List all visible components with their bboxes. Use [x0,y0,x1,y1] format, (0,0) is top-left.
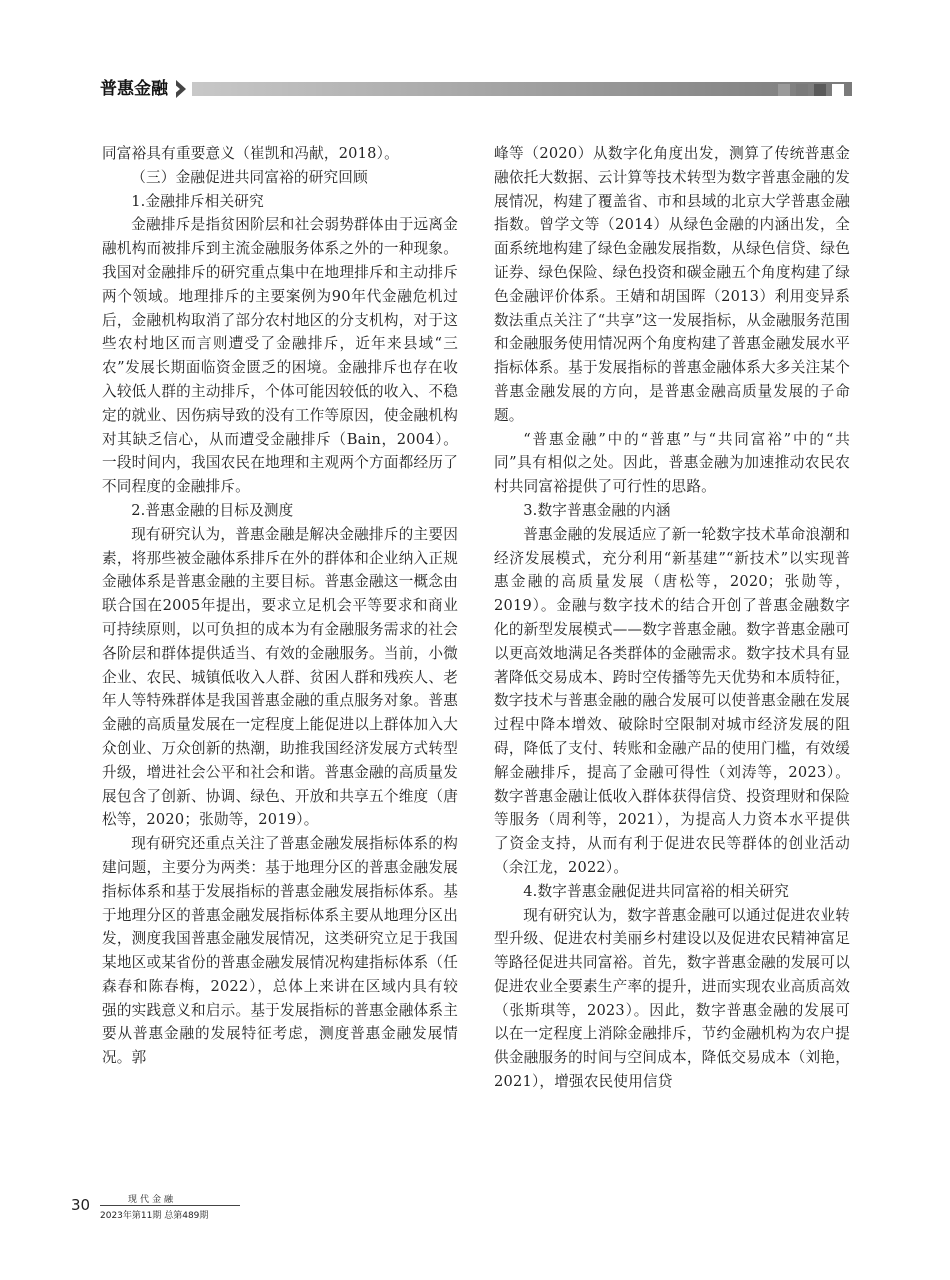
paragraph: 金融排斥是指贫困阶层和社会弱势群体由于远离金融机构而被排斥到主流金融服务体系之外的一种现象。我国对金融排斥的研究重点集中在地理排斥和主动排斥两个领域。地理排斥的主要案例为90年代金融危机过后，金融机构取消了部分农村地区的分支机构，对于这些农村地区而言则遭受了金融排斥，近年来县域“三农”发展长期面临资金匮乏的困境。金融排斥也存在收入较低人群的主动排斥，个体可能因较低的收入、不稳定的就业、因伤病导致的没有工作等原因，使金融机构对其缺乏信心，从而遭受金融排斥（Bain，2004）。一段时间内，我国农民在地理和主观两个方面都经历了不同程度的金融排斥。 [102,216,458,496]
header-square [814,84,826,96]
left-column [102,142,458,1070]
journal-name: 现代金融 [128,1195,177,1205]
section-heading: （三）金融促进共同富裕的研究回顾 [131,168,368,186]
paragraph: “普惠金融”中的“普惠”与“共同富裕”中的“共同”具有相似之处。因此，普惠金融为加速推动农民农村共同富裕提供了可行性的思路。 [494,430,850,496]
footer-divider [100,1205,240,1206]
running-header [100,78,852,100]
paragraph: 现有研究认为，数字普惠金融可以通过促进农业转型升级、促进农村美丽乡村建设以及促进农民精神富足等路径促进共同富裕。首先，数字普惠金融的发展可以促进农业全要素生产率的提升，进而实现农业高质高效（张斯琪等，2023）。因此，数字普惠金融的发展可以在一定程度上消除金融排斥，节约金融机构为农户提供金融服务的时间与空间成本，降低交易成本（刘艳，2021），增强农民使用信贷 [494,906,850,1091]
section-heading: 2.普惠金融的目标及测度 [131,501,294,519]
section-heading: 3.数字普惠金融的内涵 [523,501,671,519]
paragraph: 同富裕具有重要意义（崔凯和冯献，2018）。 [102,145,399,162]
section-heading: 1.金融排斥相关研究 [131,192,264,210]
section-heading: 4.数字普惠金融促进共同富裕的相关研究 [523,882,790,900]
paragraph: 峰等（2020）从数字化角度出发，测算了传统普惠金融依托大数据、云计算等技术转型为数字普惠金融的发展情况，构建了覆盖省、市和县域的北京大学普惠金融指数。曾学文等（2014）从绿色金融的内涵出发，全面系统地构建了绿色金融发展指数，从绿色信贷、绿色证券、绿色保险、绿色投资和碳金融五个角度构建了绿色金融评价体系。王婧和胡国晖（2013）利用变异系数法重点关注了“共享”这一发展指标，从金融服务范围和金融服务使用情况两个角度构建了普惠金融发展水平指标体系。基于发展指标的普惠金融体系大多关注某个普惠金融发展的方向，是普惠金融高质量发展的子命题。 [494,145,850,424]
paragraph: 普惠金融的发展适应了新一轮数字技术革命浪潮和经济发展模式，充分利用“新基建”“新技术”以实现普惠金融的高质量发展（唐松等，2020；张勋等，2019）。金融与数字技术的结合开创了普惠金融数字化的新型发展模式——数字普惠金融。数字普惠金融可以更高效地满足各类群体的金融需求。数字技术具有显著降低交易成本、跨时空传播等先天优势和本质特征，数字技术与普惠金融的融合发展可以使普惠金融在发展过程中降本增效、破除时空限制对城市经济发展的阻碍，降低了支付、转账和金融产品的使用门槛，有效缓解金融排斥，提高了金融可得性（刘涛等，2023）。数字普惠金融让低收入群体获得信贷、投资理财和保险等服务（周利等，2021），为提高人力资本水平提供了资金支持，从而有利于促进农民等群体的创业活动（余江龙，2022）。 [494,525,850,876]
header-square [796,84,808,96]
issue-info: 2023年第11期 总第489期 [100,1211,209,1221]
header-square [832,84,844,96]
page-number: 30 [71,1196,91,1214]
header-square [778,84,790,96]
paragraph: 现有研究还重点关注了普惠金融发展指标体系的构建问题，主要分为两类：基于地理分区的普惠金融发展指标体系和基于发展指标的普惠金融发展指标体系。基于地理分区的普惠金融发展指标体系主要从地理分区出发，测度我国普惠金融发展情况，这类研究立足于我国某地区或某省份的普惠金融发展情况构建指标体系（任森春和陈春梅，2022），总体上来讲在区域内具有较强的实践意义和启示。基于发展指标的普惠金融体系主要从普惠金融的发展特征考虑，测度普惠金融发展情况。郭 [102,835,458,1067]
section-title: 普惠金融 [100,79,168,99]
right-column [494,142,850,1094]
paragraph: 现有研究认为，普惠金融是解决金融排斥的主要因素，将那些被金融体系排斥在外的群体和企业纳入正规金融体系是普惠金融的主要目标。普惠金融这一概念由联合国在2005年提出，要求立足机会平等要求和商业可持续原则，以可负担的成本为有金融服务需求的社会各阶层和群体提供适当、有效的金融服务。当前，小微企业、农民、城镇低收入人群、贫困人群和残疾人、老年人等特殊群体是我国普惠金融的重点服务对象。普惠金融的高质量发展在一定程度上能促进以上群体加入大众创业、万众创新的热潮，助推我国经济发展方式转型升级，增进社会公平和社会和谐。普惠金融的高质量发展包含了创新、协调、绿色、开放和共享五个维度（唐松等，2020；张勋等，2019）。 [102,525,458,829]
chevron-right-icon [176,80,186,98]
header-bar [192,82,852,96]
